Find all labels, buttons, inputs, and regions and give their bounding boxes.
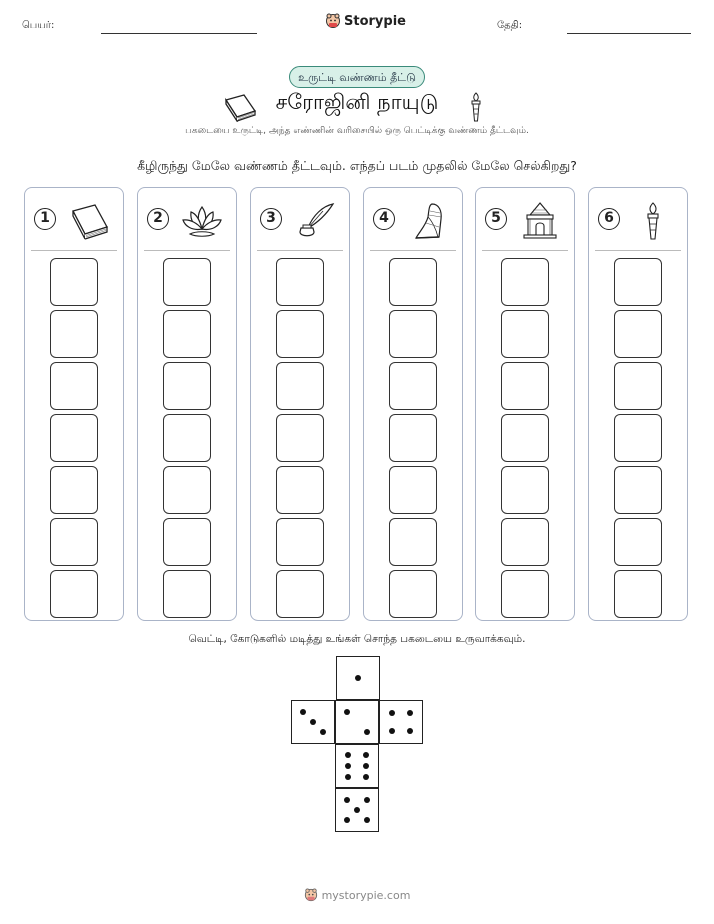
book-icon [67, 201, 111, 241]
column-5 [475, 187, 575, 621]
color-box[interactable] [614, 310, 662, 358]
date-line[interactable] [567, 33, 691, 34]
torch-icon [631, 201, 675, 241]
color-box[interactable] [389, 310, 437, 358]
die-net [291, 656, 425, 836]
column-3 [250, 187, 350, 621]
color-box[interactable] [389, 518, 437, 566]
column-number: 5 [485, 208, 507, 230]
color-box[interactable] [501, 258, 549, 306]
color-box[interactable] [50, 466, 98, 514]
name-label: பெயர்: [22, 20, 55, 31]
column-number: 4 [373, 208, 395, 230]
page-title: சரோஜினி நாயுடு [275, 90, 439, 114]
color-box[interactable] [163, 570, 211, 618]
color-box[interactable] [389, 466, 437, 514]
brand-logo [325, 13, 406, 29]
color-box[interactable] [501, 310, 549, 358]
color-box[interactable] [50, 362, 98, 410]
color-box[interactable] [50, 518, 98, 566]
color-box[interactable] [501, 362, 549, 410]
color-box[interactable] [501, 570, 549, 618]
storypie-mascot-icon [325, 13, 341, 29]
subtitle: பகடையை உருட்டி, அந்த எண்ணின் வரிசையில் ஒரு பெட்டிக்கு வண்ணம் தீட்டவும். [185, 126, 529, 136]
die-face-4 [379, 700, 423, 744]
column-number: 3 [260, 208, 282, 230]
color-box[interactable] [163, 362, 211, 410]
die-face-3 [291, 700, 335, 744]
color-box[interactable] [50, 310, 98, 358]
quill-inkpot-icon [293, 201, 337, 241]
footer-url[interactable]: mystorypie.com [321, 888, 411, 902]
color-box[interactable] [163, 466, 211, 514]
storypie-mascot-icon [304, 888, 318, 902]
saree-icon [406, 201, 450, 241]
color-box[interactable] [50, 414, 98, 462]
column-2 [137, 187, 237, 621]
color-box[interactable] [389, 258, 437, 306]
color-box[interactable] [614, 466, 662, 514]
name-line[interactable] [101, 33, 257, 34]
color-box[interactable] [389, 362, 437, 410]
color-box[interactable] [614, 570, 662, 618]
die-face-2 [335, 700, 379, 744]
temple-icon [518, 201, 562, 241]
color-box[interactable] [501, 414, 549, 462]
color-box[interactable] [389, 414, 437, 462]
die-face-1 [336, 656, 380, 700]
footer [0, 888, 714, 902]
color-box[interactable] [501, 518, 549, 566]
color-box[interactable] [163, 518, 211, 566]
color-box[interactable] [50, 258, 98, 306]
lotus-icon [180, 201, 224, 241]
activity-tag: உருட்டி வண்ணம் தீட்டு [289, 66, 425, 88]
question: கீழிருந்து மேலே வண்ணம் தீட்டவும். எந்தப் படம் முதலில் மேலே செல்கிறது? [137, 158, 577, 173]
date-label: தேதி: [497, 20, 523, 31]
column-number: 1 [34, 208, 56, 230]
color-box[interactable] [276, 310, 324, 358]
column-number: 2 [147, 208, 169, 230]
column-6 [588, 187, 688, 621]
color-box[interactable] [501, 466, 549, 514]
brand-name: Storypie [344, 13, 406, 29]
color-box[interactable] [276, 414, 324, 462]
column-4 [363, 187, 463, 621]
color-box[interactable] [163, 258, 211, 306]
color-box[interactable] [276, 466, 324, 514]
color-box[interactable] [50, 570, 98, 618]
color-box[interactable] [276, 518, 324, 566]
color-box[interactable] [276, 362, 324, 410]
color-box[interactable] [614, 258, 662, 306]
cutout-instruction: வெட்டி, கோடுகளில் மடித்து உங்கள் சொந்த பகடையை உருவாக்கவும். [188, 633, 526, 645]
color-box[interactable] [614, 414, 662, 462]
color-box[interactable] [276, 258, 324, 306]
column-1 [24, 187, 124, 621]
color-box[interactable] [163, 414, 211, 462]
color-box[interactable] [276, 570, 324, 618]
color-box[interactable] [389, 570, 437, 618]
die-face-6 [335, 744, 379, 788]
die-face-5 [335, 788, 379, 832]
color-box[interactable] [614, 362, 662, 410]
title-torch-icon [468, 92, 484, 122]
color-box[interactable] [614, 518, 662, 566]
color-box[interactable] [163, 310, 211, 358]
column-number: 6 [598, 208, 620, 230]
